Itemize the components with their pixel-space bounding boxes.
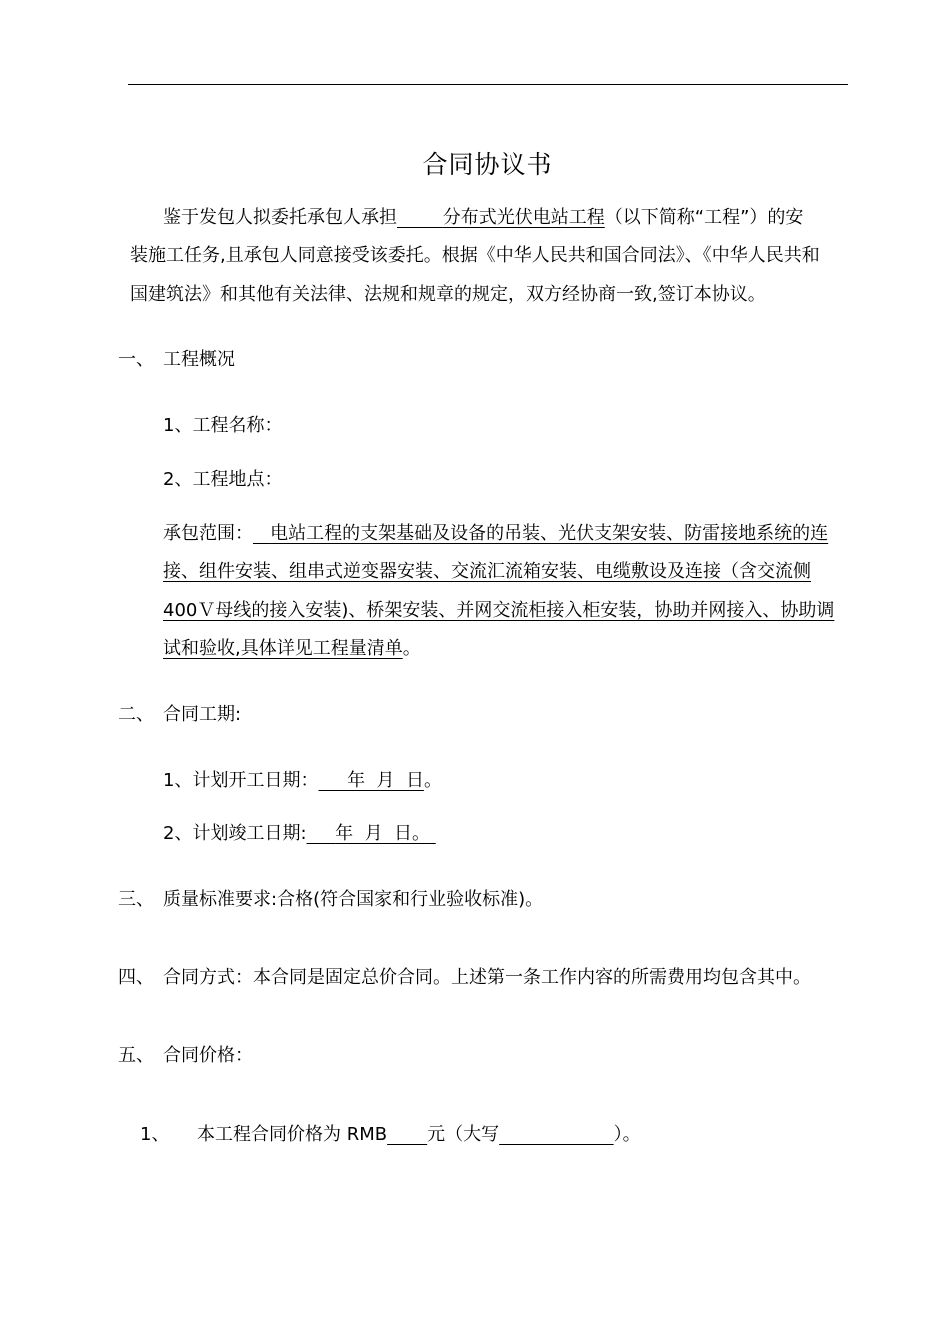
start-date-field: 年 月 日 <box>347 770 424 791</box>
end-date-label: 2、计划竣工日期: <box>163 823 307 844</box>
price-item: 1、 本工程合同价格为 RMB 元（大写 ）。 <box>140 1116 641 1154</box>
price-label: 元（大写 <box>427 1124 500 1145</box>
scope-text: 400Ｖ母线的接入安装)、桥架安装、并网交流柜接入柜安装，协助并网接入、协助调 <box>163 600 835 621</box>
section-1-heading <box>118 341 235 379</box>
intro-line-2: 装施工任务,且承包人同意接受该委托。根据《中华人民共和国合同法》、《中华人民共和 <box>130 245 820 266</box>
section-number: 五、 <box>118 1045 154 1066</box>
intro-text: （以下简称“工程”）的安 <box>604 207 804 228</box>
section-title: 工程概况 <box>163 349 235 370</box>
section-text: 质量标准要求:合格(符合国家和行业验收标准)。 <box>163 889 544 910</box>
scope-text: 接、组件安装、组串式逆变器安装、交流汇流箱安装、电缆敷设及连接（含交流侧 <box>163 561 811 582</box>
intro-line-1 <box>163 199 803 237</box>
price-amount-blank <box>387 1124 427 1145</box>
project-name-field: 分布式光伏电站工程 <box>442 207 605 228</box>
intro-line-3: 国建筑法》和其他有关法律、法规和规章的规定，双方经协商一致,签订本协议。 <box>130 284 766 305</box>
section-text: 合同方式：本合同是固定总价合同。上述第一条工作内容的所需费用均包含其中。 <box>163 967 811 988</box>
scope-line-2 <box>163 553 811 591</box>
header-rule <box>128 84 848 85</box>
scope-line-3 <box>163 592 834 630</box>
project-name-item: 1、工程名称： <box>163 415 283 436</box>
section-5-heading <box>118 1037 253 1075</box>
end-date-item <box>163 815 436 853</box>
price-item-number: 1、 <box>140 1124 170 1145</box>
end-date-field: 年 月 日。 <box>335 823 431 844</box>
scope-line-1 <box>163 515 828 553</box>
document-title: 合同协议书 <box>422 150 553 179</box>
start-date-label: 1、计划开工日期： <box>163 770 319 791</box>
intro-text: 鉴于发包人拟委托承包人承担 <box>163 207 397 228</box>
scope-label: 承包范围： <box>163 523 253 544</box>
scope-text: 试和验收,具体详见工程量清单 <box>163 638 403 659</box>
section-title: 合同价格： <box>163 1045 253 1066</box>
section-number: 二、 <box>118 704 154 725</box>
section-title: 合同工期: <box>163 704 242 725</box>
price-label: 本工程合同价格为 RMB <box>197 1124 388 1145</box>
section-number: 三、 <box>118 889 154 910</box>
section-4-heading <box>118 959 811 997</box>
start-date-item: 1、计划开工日期： 年 月 日。 <box>163 770 442 791</box>
section-number: 四、 <box>118 967 154 988</box>
scope-line-4: 试和验收,具体详见工程量清单。 <box>163 638 421 659</box>
section-3-heading <box>118 881 543 919</box>
project-location-item: 2、工程地点： <box>163 469 283 490</box>
section-number: 一、 <box>118 349 154 370</box>
section-2-heading <box>118 696 241 734</box>
price-words-blank <box>499 1124 613 1145</box>
scope-text: 电站工程的支架基础及设备的吊装、光伏支架安装、防雷接地系统的连 <box>270 523 829 544</box>
